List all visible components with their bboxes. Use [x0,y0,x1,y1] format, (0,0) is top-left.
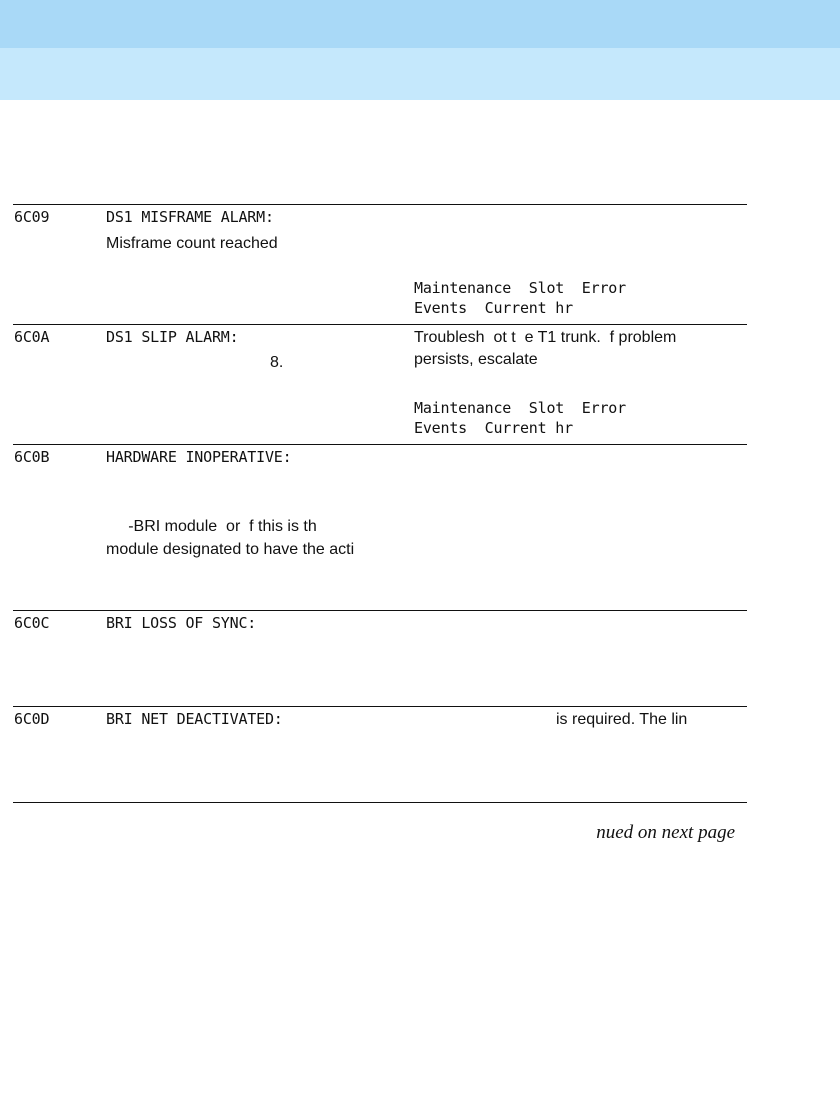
error-code: 6C0B [14,448,50,466]
error-title: DS1 MISFRAME ALARM: [106,208,274,226]
action-text: Troublesh ot t e T1 trunk. f problem [414,329,677,346]
table-rule [13,204,747,205]
error-description: module designated to have the acti [106,541,355,558]
table-rule [13,802,747,803]
error-title: BRI NET DEACTIVATED: [106,710,283,728]
subheader-band [0,48,840,100]
table-rule [13,444,747,445]
error-code: 6C0A [14,328,50,346]
continued-note: nued on next page [596,822,735,843]
error-description: Misframe count reached [106,235,278,252]
action-text: is required. The lin [556,711,688,728]
error-title: DS1 SLIP ALARM: [106,328,239,346]
action-text: persists, escalate [414,351,538,368]
error-code: 6C0C [14,614,50,632]
error-title: BRI LOSS OF SYNC: [106,614,257,632]
menu-path-line: Events Current hr [414,299,573,317]
error-code: 6C09 [14,208,50,226]
error-code: 6C0D [14,710,50,728]
table-rule [13,706,747,707]
menu-path-line: Maintenance Slot Error [414,279,626,297]
header-band [0,0,840,48]
error-title: HARDWARE INOPERATIVE: [106,448,292,466]
error-description: 8. [270,354,284,371]
menu-path-line: Events Current hr [414,419,573,437]
table-rule [13,324,747,325]
error-description: -BRI module or f this is th [106,518,317,535]
menu-path-line: Maintenance Slot Error [414,399,626,417]
table-rule [13,610,747,611]
